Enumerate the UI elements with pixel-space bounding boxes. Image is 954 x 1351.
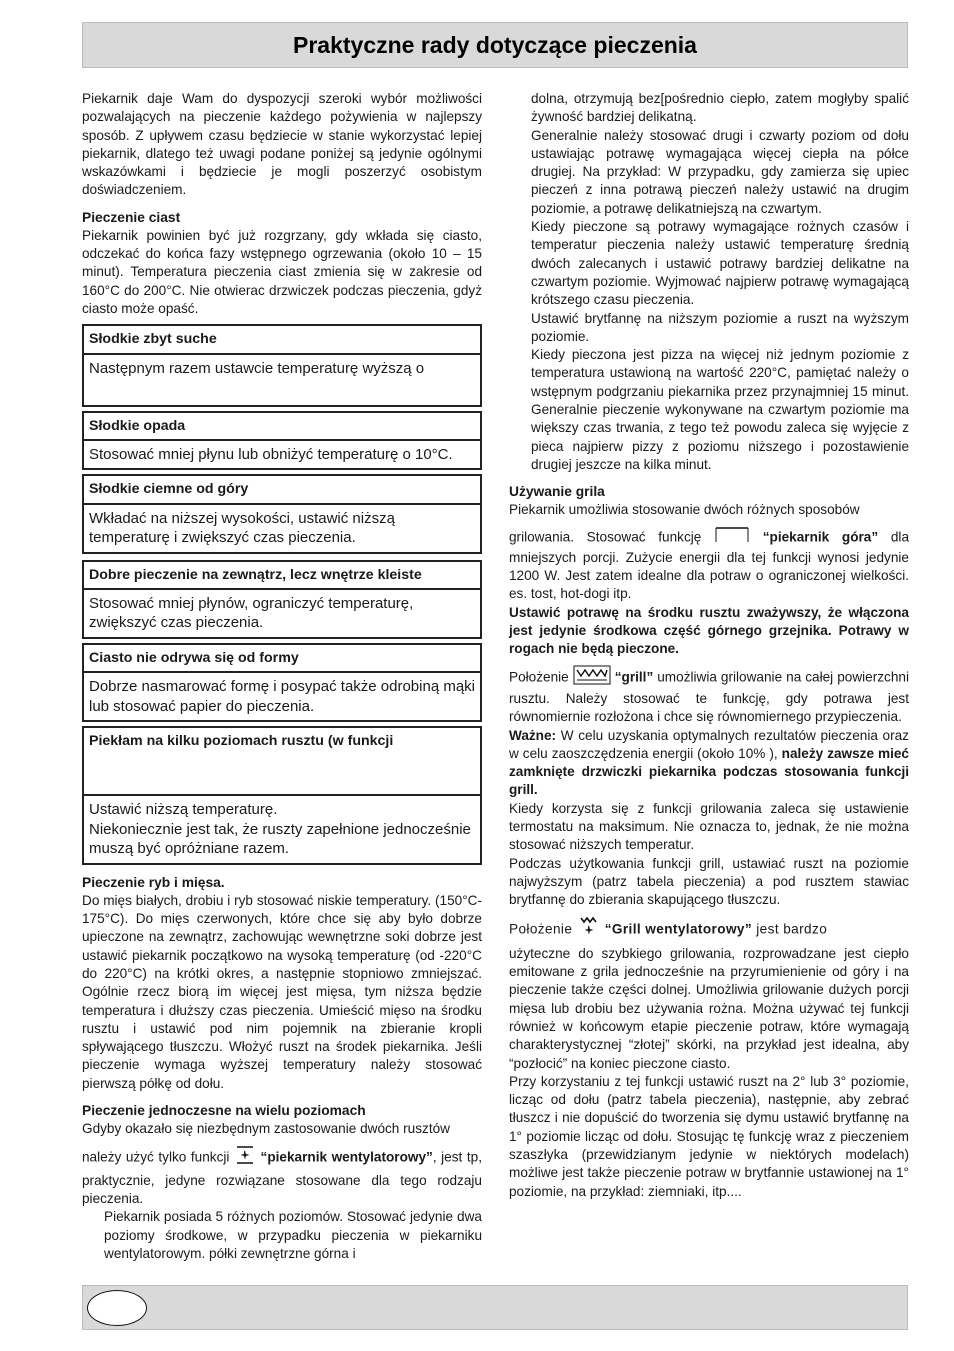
- fan-oven-icon: [234, 1144, 256, 1171]
- row-solution: Dobrze nasmarować formę i posypać także odrobiną mąki lub stosować papier do pieczenia.: [89, 678, 476, 715]
- troubleshooting-table: [82, 324, 482, 864]
- intro-paragraph: Piekarnik daje Wam do dyspozycji szeroki wybór możliwości pozwalających na pieczenie każdego pożywienia w najlepszy sposób. Z upływem czasu będziecie w stanie wykorzystać lepiej piekarnik, dlatego też uwagi podane poniżej są jedynie ogólnymi wskazówkami i będziecie je mogli poszerzyć osobistym doświadczeniem.: [82, 91, 482, 198]
- row-problem: Piekłam na kilku poziomach rusztu (w funkcji: [84, 728, 480, 796]
- table-row: [82, 643, 482, 722]
- grill-heading: Używanie grila: [509, 484, 605, 500]
- important-paragraph: Ważne: W celu uzyskania optymalnych rezultatów pieczenia oraz w celu zaoszczędzenia energii (około 10% ), należy zawsze mieć zamknięte drzwiczki piekarnika podczas stosowania funkcji grill.: [509, 727, 909, 798]
- grill-paragraph-2: grilowania. Stosować funkcję “piekarnik góra” dla mniejszych porcji. Zużycie energii dla tej funkcji wynosi jedynie 1200 W. Jest zatem idealne dla potraw o ograniczonej wielkości. es. tost, hot-dogi itp.: [509, 526, 909, 604]
- row-problem: Ciasto nie odrywa się od formy: [84, 645, 480, 673]
- left-column: [82, 90, 482, 1263]
- table-row: [82, 560, 482, 639]
- row-solution: Wkładać na niższej wysokości, ustawić niższą temperaturę i zwiększyć czas pieczenia.: [89, 509, 395, 547]
- footer-bar: [82, 1285, 908, 1330]
- top-heater-icon: [714, 526, 750, 549]
- grill-paragraph-5: Podczas użytkowania funkcji grill, ustawiać ruszt na poziomie najwyższym (patrz tabela pieczenia) a pod rusztem stawiac brytfannę do zbierania skapującego tłuszczu.: [509, 855, 909, 908]
- fish-paragraph: Do mięs białych, drobiu i ryb stosować niskie temperatury. (150°C-175°C). Do mięs czerwonych, które chce się aby było dobrze upieczone na zewnątrz, zachowując wewnętrzne soki dobrze jest ustawić piekarnik początkowo na wysoką temperaturę (od -220°C do 220°C) na krótki okres, a następnie stopniowo zmniejszać. Ogólnie rzecz biorą im więcej jest mięsa, tym niższa będzie temperatura i dłuższy czas pieczenia. Umieścić mięso na środku rusztu i ustawić pod nim pojemnik na zbieranie kropli spływającego tłuszczu. Włożyć ruszt na środek piekarnika. Jeśli pieczenie wymaga wyższej temperatury należy stosować pierwszą półkę od dołu.: [82, 892, 482, 1091]
- multi-level-paragraph-1: Gdyby okazało się niezbędnym zastosowanie dwóch rusztów: [82, 1121, 450, 1137]
- grill-paragraph-1: Piekarnik umożliwia stosowanie dwóch różnych sposobów: [509, 502, 860, 518]
- right-paragraph-4: Ustawić brytfannę na niższym poziomie a ruszt na wyższym poziomie.: [531, 310, 909, 344]
- row-solution: Stosować mniej płynu lub obniżyć temperaturę o 10°C.: [89, 445, 453, 463]
- row-problem: Słodkie zbyt suche: [84, 326, 480, 354]
- table-row: [82, 324, 482, 406]
- row-problem: Dobre pieczenie na zewnątrz, lecz wnętrze kleiste: [84, 562, 480, 590]
- multi-level-paragraph-2: należy użyć tylko funkcji “piekarnik wentylatorowy”, jest tp, praktycznie, jedyne rozwiązane stosowane dla tego rodzaju pieczenia.: [82, 1144, 482, 1208]
- fan-grill-paragraph-2: użyteczne do szybkiego grilowania, rozprowadzane jest ciepło emitowane z grila jednocześnie na przyrumienienie od góry i na pieczenie także części dolnej. Umożliwia grilowanie dużych porcji mięsa lub drobiu bez używania rożna. Można używać tej funkcji również w końcowym etapie pieczenie potraw, które wymagają charakterystycznej “złotej” skórki, na przykład jest idealna, aby “pozłocić” na koniec pieczone ciasto.: [509, 945, 909, 1071]
- row-solution: Ustawić niższą temperaturę. Niekoniecznie jest tak, że ruszty zapełnione jednocześnie muszą być opróżniane razem.: [89, 801, 471, 858]
- cakes-heading: Pieczenie ciast: [82, 209, 181, 225]
- table-row: [82, 411, 482, 471]
- right-paragraph-3: Kiedy pieczone są potrawy wymagające rożnych czasów i temperatur pieczenia należy ustawić temperaturę średnią dwóch zalecanych i ustawić potrawy bardziej delikatne na czwartym poziomie. Wyjmować najpierw potrawę wymagającą krótszego czasu pieczenia.: [531, 219, 909, 308]
- right-paragraph-1: dolna, otrzymują bez[pośrednio ciepło, zatem mogłyby spalić żywność bardziej delikatną.: [531, 91, 909, 125]
- row-solution: Stosować mniej płynów, ograniczyć temperaturę, zwiększyć czas pieczenia.: [89, 594, 414, 632]
- page-title: Praktyczne rady dotyczące pieczenia: [293, 31, 697, 58]
- fan-grill-paragraph-3: Przy korzystaniu z tej funkcji ustawić ruszt na 2° lub 3° poziomie, licząc od dołu (patrz tabela pieczenia), następnie, aby zebrać tłuszcz i nie dopuścić do tworzenia się dymu ustawić brytfannę na 1° poziomie licząc od dołu. Stosując tę funkcję wraz z pieczeniem szaszłyka (przewidzianym jedynie w niektórych modelach) możliwe jest także pieczenie potraw w brytfannie ustawionej na 1° poziomie, na przykład: ziemniaki, itp....: [509, 1073, 909, 1199]
- multi-level-heading: Pieczenie jednoczesne na wielu poziomach: [82, 1103, 366, 1119]
- table-row: [82, 726, 482, 865]
- right-column: [509, 90, 909, 1201]
- title-bar: [82, 22, 908, 68]
- fan-grill-paragraph: Położenie “Grill wentylatorowy” jest bardzo: [509, 915, 909, 944]
- cakes-paragraph: Piekarnik powinien być już rozgrzany, gdy wkłada się ciasto, odczekać do końca fazy wstępnego ogrzewania (około 10 – 15 minut). Temperatura pieczenia ciast zmienia się w zakresie od 160°C do 200°C. Nie otwierac drzwiczek podczas pieczenia, gdyż ciasto może opaść.: [82, 227, 482, 316]
- fish-heading: Pieczenie ryb i mięsa.: [82, 874, 225, 890]
- grill-bold-note: Ustawić potrawę na środku rusztu zważywszy, że włączona jest jedynie środkowa część górnego grzejnika. Potrawy w rogach nie będą pieczone.: [509, 604, 909, 657]
- fan-grill-icon: [577, 915, 601, 944]
- grill-icon: [573, 665, 611, 690]
- table-row: [82, 474, 482, 553]
- page-number-oval: [87, 1290, 147, 1326]
- grill-paragraph-4: Kiedy korzysta się z funkcji grilowania zaleca się ustawienie termostatu na maksimum. Nie oznacza to, jednak, że nie można stosować niższych temperatur.: [509, 800, 909, 853]
- row-problem: Słodkie ciemne od góry: [84, 476, 480, 504]
- right-paragraph-5: Kiedy pieczona jest pizza na więcej niż jednym poziomie z temperatura ustawioną na wartość 220°C, pamiętać należy o wstępnym podgrzaniu piekarnika przez przynajmniej 15 minut. Generalnie pieczenie wykonywane na czwartym poziomie ma większy czas trwania, z tego też powodu zaleca się wyjęcie z pieca najpierw pizzy z poziomu niższego i pozostawienie drugiej jeszcze na kilka minut.: [531, 347, 909, 472]
- row-problem: Słodkie opada: [84, 413, 480, 441]
- row-solution: Następnym razem ustawcie temperaturę wyższą o: [89, 359, 425, 377]
- right-paragraph-2: Generalnie należy stosować drugi i czwarty poziom od dołu ustawiając potrawę wymagająca więcej ciepła na półce drugiej. Na przykład: W przypadku, gdy zamierza się upiec pieczeń z inna potrawą pieczeń należy ustawić na drugim poziomie, a potrawę delikatniejszą na czwartym.: [531, 127, 909, 216]
- multi-level-paragraph-3: Piekarnik posiada 5 różnych poziomów. Stosować jedynie dwa poziomy środkowe, w przypadku pieczenia w piekarniku wentylatorowym. półki zewnętrzne górna i: [104, 1209, 482, 1261]
- grill-paragraph-3: Położenie “grill” umożliwia grilowanie na całej powierzchni rusztu. Należy stosować te funkcję, gdy potrawa jest równomiernie rozłożona i chce się równomiernego przypieczenia.: [509, 665, 909, 727]
